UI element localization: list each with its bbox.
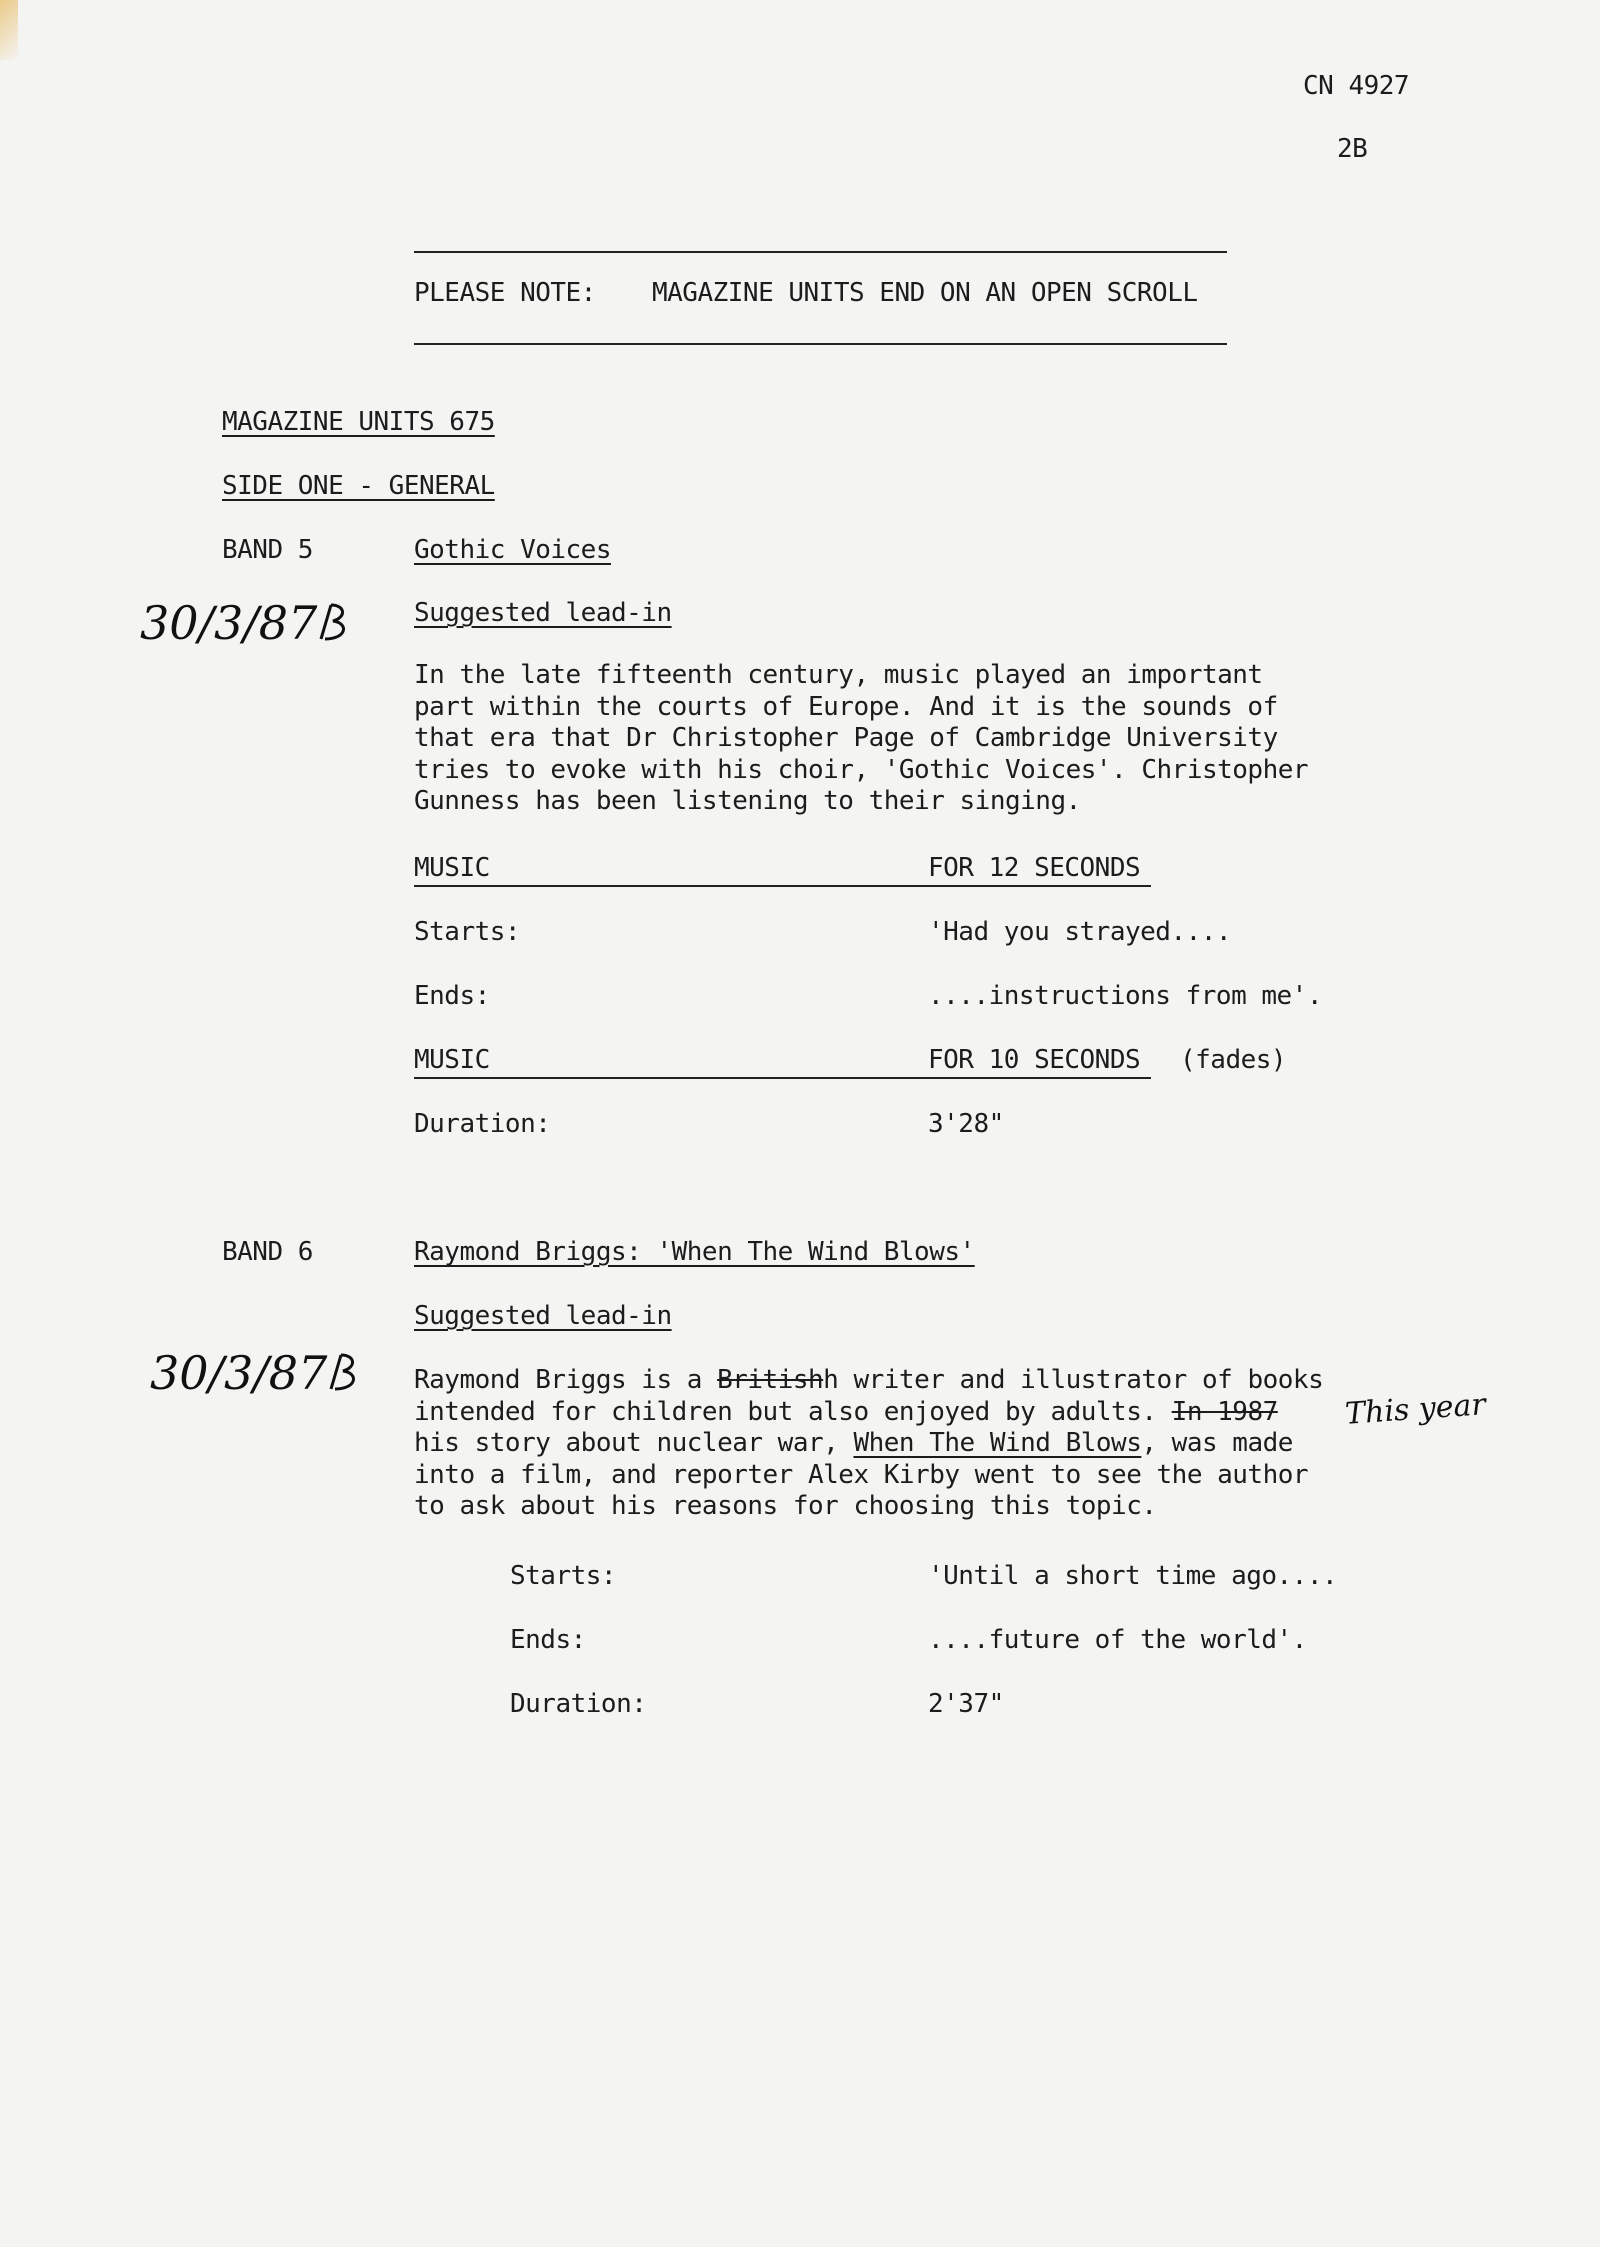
band6-starts-value: 'Until a short time ago.... — [928, 1561, 1338, 1591]
band5-leadin-line: Gunness has been listening to their singing. — [414, 786, 1081, 816]
band6-leadin-line: his story about nuclear war, When The Wind Blows, was made — [414, 1428, 1293, 1458]
band5-title: Gothic Voices — [414, 535, 611, 565]
band6-leadin-paragraph — [414, 1365, 1323, 1523]
band6-ends-label: Ends: — [510, 1625, 586, 1655]
band6-ends-value: ....future of the world'. — [928, 1625, 1307, 1655]
note-text: MAGAZINE UNITS END ON AN OPEN SCROLL — [652, 278, 1198, 308]
side-title: SIDE ONE - GENERAL — [222, 471, 495, 501]
band6-leadin-line: Raymond Briggs is a Britishh writer and illustrator of books — [414, 1365, 1324, 1395]
document-code: CN 4927 — [1303, 71, 1410, 101]
band5-music2-rule — [414, 1077, 1151, 1079]
band6-label: BAND 6 — [222, 1237, 313, 1267]
band5-leadin-paragraph — [414, 660, 1308, 818]
handwritten-insert: This year — [1343, 1387, 1487, 1432]
band5-music1-value: FOR 12 SECONDS — [928, 853, 1141, 883]
initials-mark — [327, 1349, 367, 1395]
band6-leadin-line: intended for children but also enjoyed by adults. In 1987 — [414, 1396, 1278, 1427]
band5-leadin-heading: Suggested lead-in — [414, 598, 672, 628]
band5-leadin-line: part within the courts of Europe. And it is the sounds of — [414, 691, 1278, 722]
band6-leadin-line: to ask about his reasons for choosing this topic. — [414, 1491, 1157, 1521]
unit-title: MAGAZINE UNITS 675 — [222, 407, 495, 437]
struck-year: In 1987 — [1171, 1396, 1278, 1427]
band6-handwritten-date: 30/3/87 — [150, 1346, 367, 1400]
band5-handwritten-date: 30/3/87 — [140, 596, 357, 650]
page-corner-stain — [0, 0, 18, 60]
band5-starts-label: Starts: — [414, 917, 521, 947]
band5-music1-label: MUSIC — [414, 853, 490, 883]
band5-music2-note: (fades) — [1180, 1045, 1287, 1075]
band5-music2-label: MUSIC — [414, 1045, 490, 1075]
page-number: 2B — [1337, 134, 1368, 164]
band5-duration-label: Duration: — [414, 1109, 551, 1139]
struck-word: British — [717, 1365, 824, 1395]
band6-leadin-line: into a film, and reporter Alex Kirby went to see the author — [414, 1459, 1309, 1490]
band5-music1-rule — [414, 885, 1151, 887]
band5-leadin-line: that era that Dr Christopher Page of Cambridge University — [414, 723, 1278, 753]
initials-mark — [317, 599, 357, 645]
note-rule-bottom — [414, 343, 1227, 345]
note-label: PLEASE NOTE: — [414, 278, 596, 308]
band6-leadin-heading: Suggested lead-in — [414, 1301, 672, 1331]
band5-ends-value: ....instructions from me'. — [928, 981, 1322, 1011]
band6-starts-label: Starts: — [510, 1561, 617, 1591]
band5-ends-label: Ends: — [414, 981, 490, 1011]
band5-starts-value: 'Had you strayed.... — [928, 917, 1232, 947]
band5-leadin-line: In the late fifteenth century, music played an important — [414, 660, 1263, 690]
band6-duration-label: Duration: — [510, 1689, 647, 1719]
film-title: When The Wind Blows — [853, 1428, 1142, 1458]
band5-duration-value: 3'28" — [928, 1109, 1004, 1139]
band5-leadin-line: tries to evoke with his choir, 'Gothic Voices'. Christopher — [414, 754, 1309, 785]
band6-title: Raymond Briggs: 'When The Wind Blows' — [414, 1237, 975, 1267]
note-rule-top — [414, 251, 1227, 253]
band6-duration-value: 2'37" — [928, 1689, 1004, 1719]
band5-music2-value: FOR 10 SECONDS — [928, 1045, 1141, 1075]
band5-label: BAND 5 — [222, 535, 313, 565]
